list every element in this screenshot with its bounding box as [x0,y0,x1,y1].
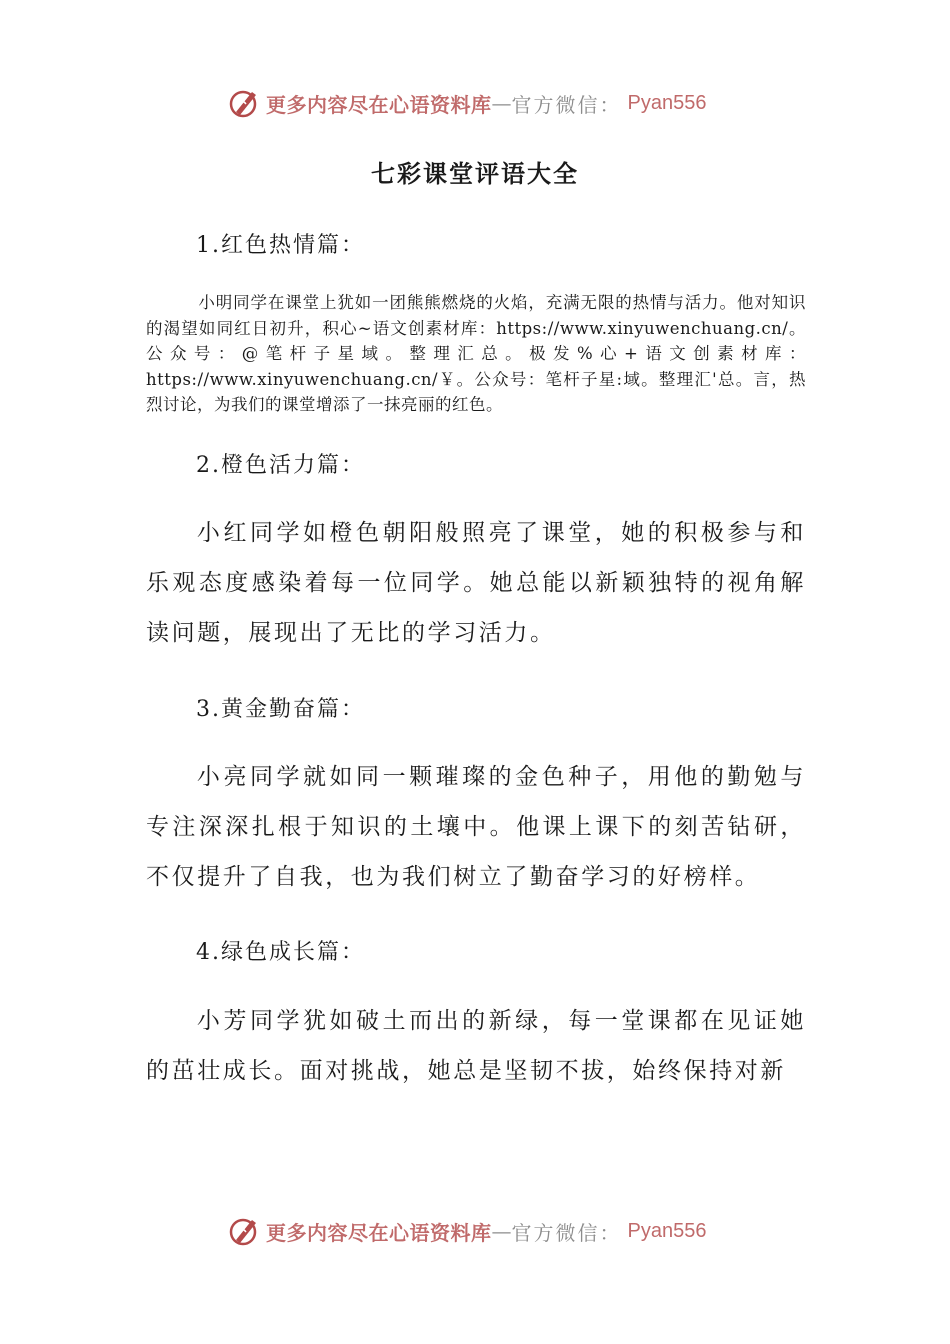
section-body [146,508,806,658]
document-title: 七彩课堂评语大全 [371,159,579,188]
section-heading: 1.红色热情篇： [196,233,365,258]
banner-official-label: 官方微信： [511,92,622,117]
banner-content [228,86,706,120]
header-banner [0,82,950,126]
section-body [146,996,806,1096]
banner-wechat-id: Pyan556 [627,1219,707,1242]
section-body-text: 小明同学在课堂上犹如一团熊熊燃烧的火焰，充满无限的热情与活力。他对知识的渴望如同红日初升，积心~语文创素材库：https://www.xinyuwenchuang.cn/。公众号：@笔杆子星域。整理汇总。极发%心+语文创素材库：https://www.xinyuwenchuang.cn/￥。公众号：笔杆子星:域。整理汇'总。言，热烈讨论，为我们的课堂增添了一抹亮丽的红色。 [146,293,806,414]
section-heading: 3.黄金勤奋篇： [196,697,365,722]
pen-nib-circle-icon [228,86,262,120]
section-body [146,752,806,902]
banner-separator: — [491,1219,512,1243]
footer-banner [0,1210,950,1254]
section-body-text: 小亮同学就如同一颗璀璨的金色种子，用他的勤勉与专注深深扎根于知识的土壤中。他课上课下的刻苦钻研，不仅提升了自我，也为我们树立了勤奋学习的好榜样。 [146,764,806,890]
section-heading: 2.橙色活力篇： [196,453,365,478]
banner-separator: — [491,91,512,115]
pen-nib-circle-icon [228,1214,262,1248]
section-body [146,290,806,418]
section-body-text: 小红同学如橙色朝阳般照亮了课堂，她的积极参与和乐观态度感染着每一位同学。她总能以新颖独特的视角解读问题，展现出了无比的学习活力。 [146,520,806,646]
banner-main-text: 更多内容尽在心语资料库 [266,1220,492,1245]
banner-wechat-id: Pyan556 [627,91,707,114]
section-body-text: 小芳同学犹如破土而出的新绿，每一堂课都在见证她的茁壮成长。面对挑战，她总是坚韧不拔，始终保持对新 [146,1008,806,1084]
banner-content [228,1214,706,1248]
banner-official-label: 官方微信： [511,1220,622,1245]
banner-main-text: 更多内容尽在心语资料库 [266,92,492,117]
section-heading: 4.绿色成长篇： [196,940,365,965]
